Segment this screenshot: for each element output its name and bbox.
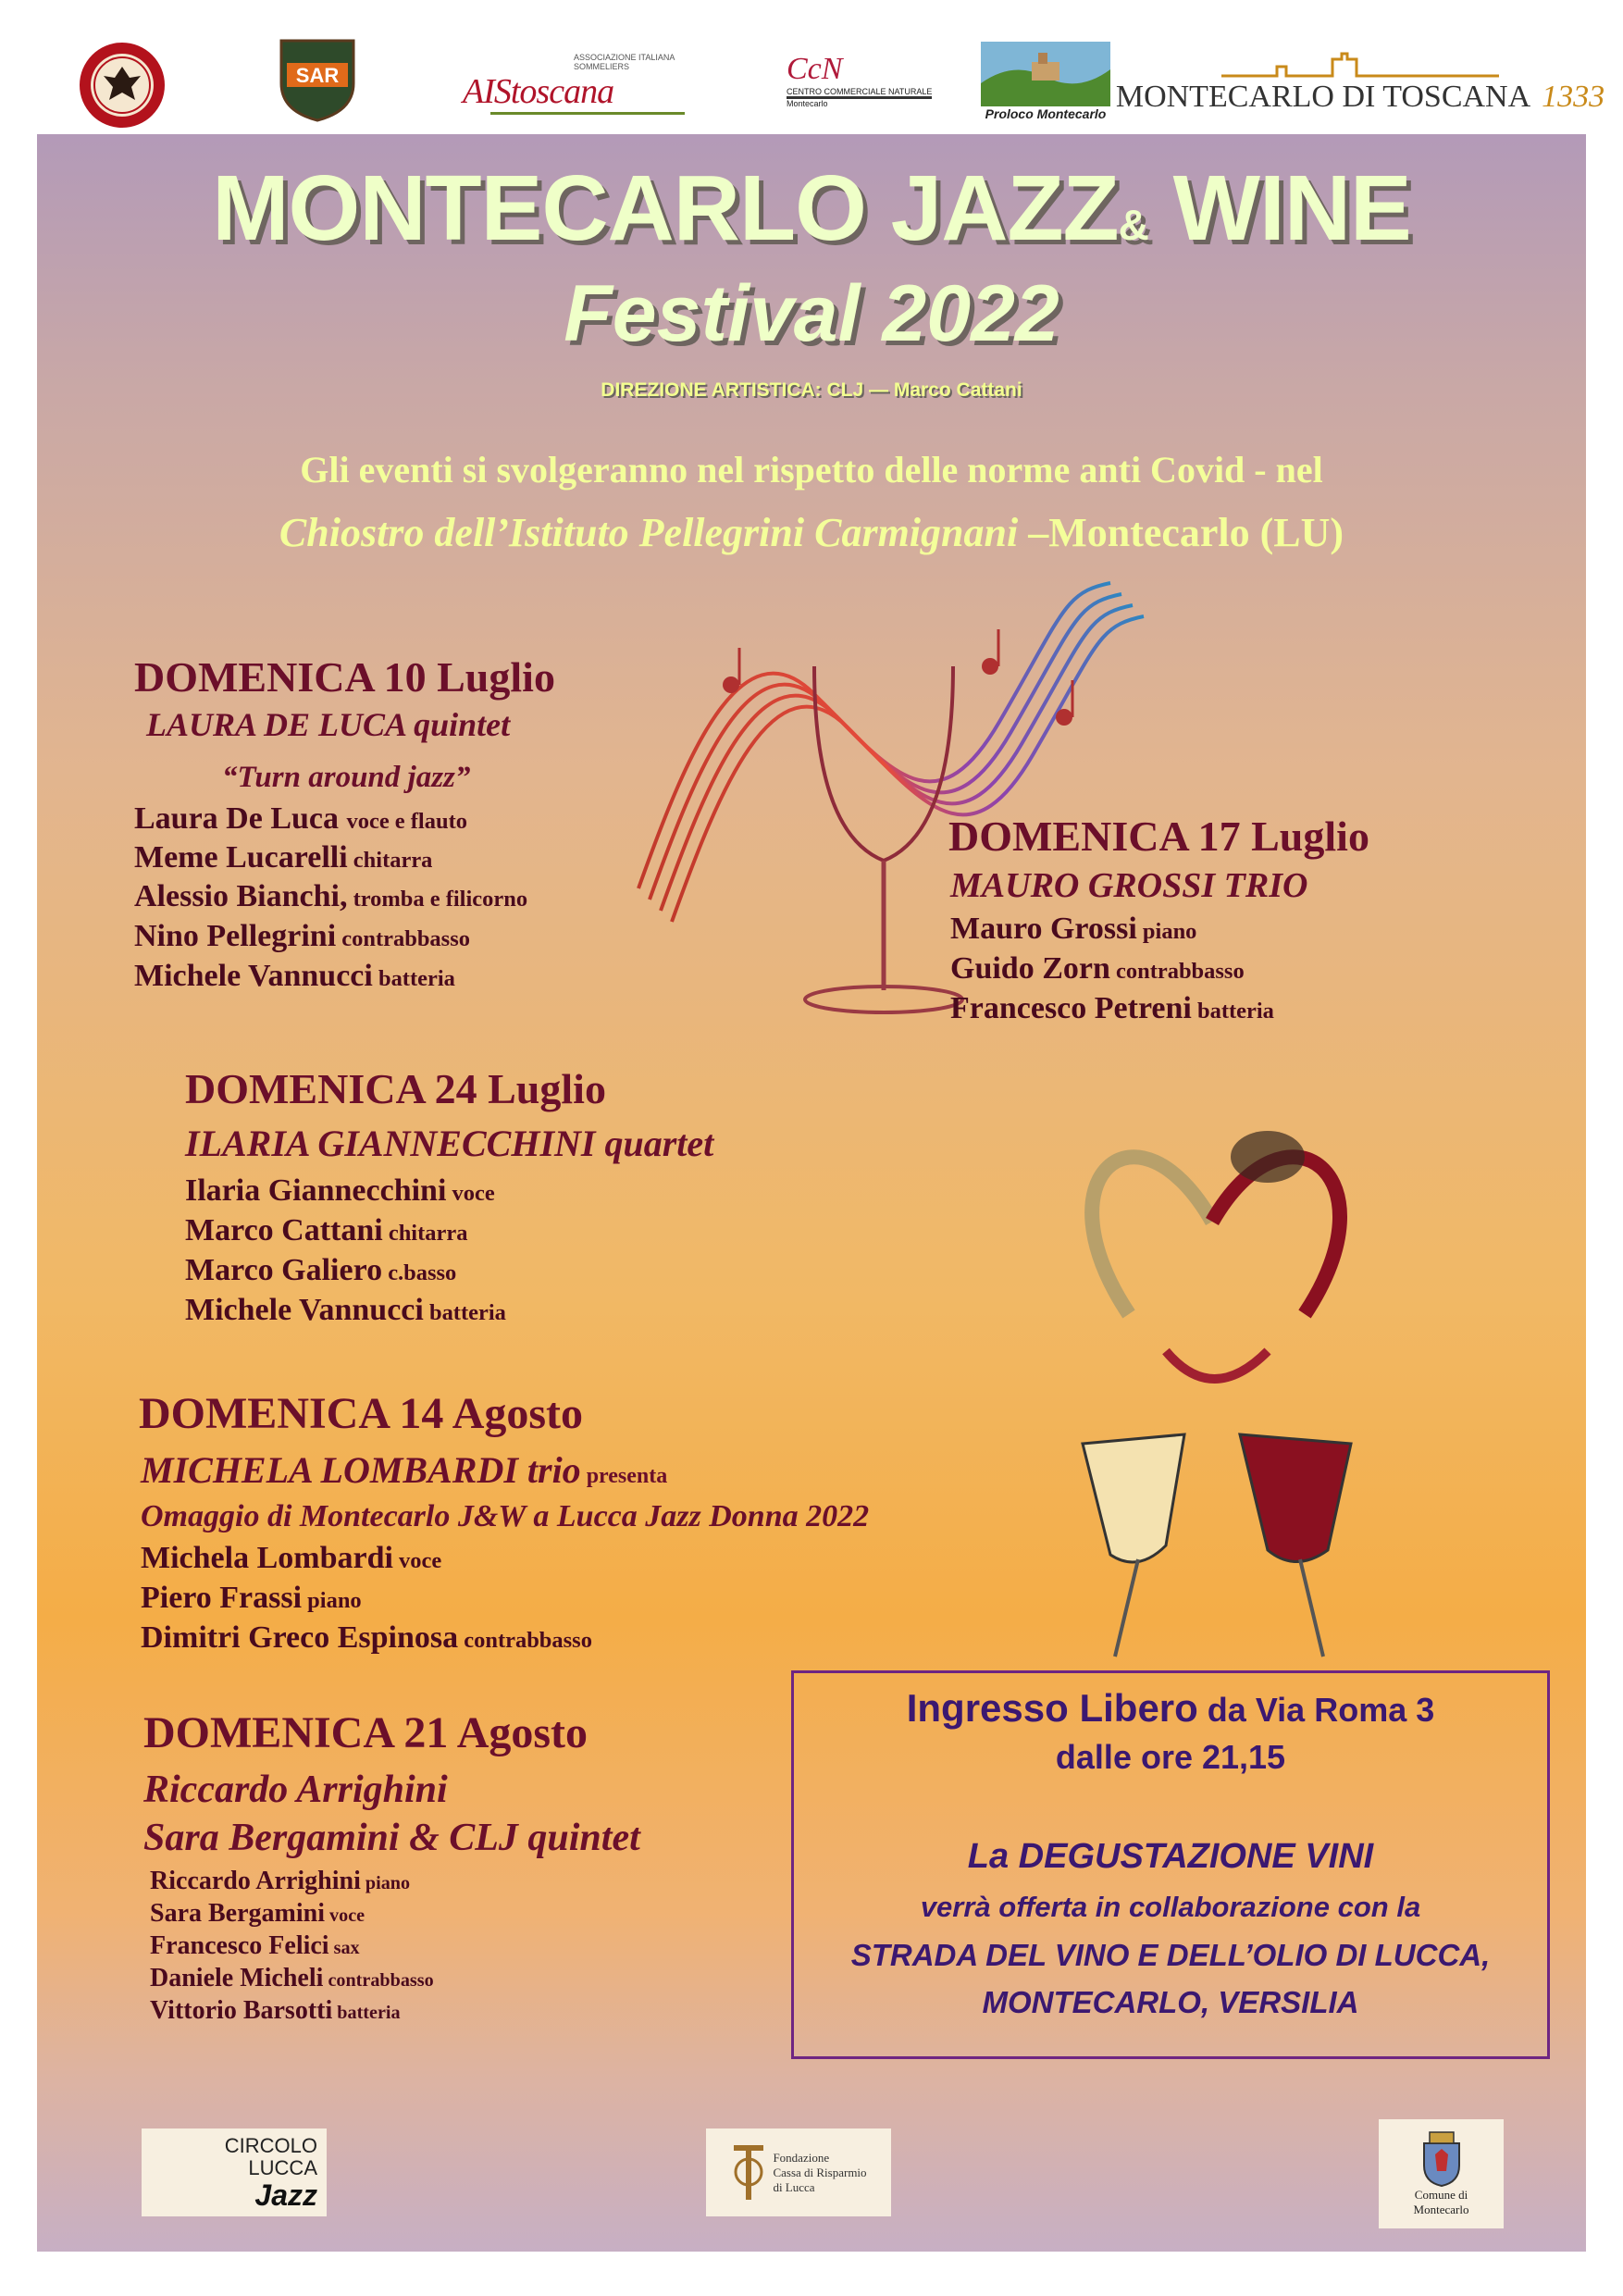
member-row xyxy=(150,1931,360,1961)
circolo-text-1: CIRCOLO xyxy=(224,2133,317,2157)
member-name: Michele Vannucci xyxy=(185,1293,424,1327)
venue-line xyxy=(0,509,1623,556)
coat-of-arms-icon xyxy=(1419,2130,1465,2188)
member-name: Piero Frassi xyxy=(141,1581,303,1615)
festival-subtitle: Festival 2022 xyxy=(564,269,1059,358)
member-role: chitarra xyxy=(347,848,433,873)
event-band-4 xyxy=(141,1448,667,1492)
proloco-logo-text: Proloco Montecarlo xyxy=(985,106,1107,121)
member-name: Riccardo Arrighini xyxy=(150,1867,361,1895)
consorzio-vino-seal-logo xyxy=(76,39,168,131)
member-name: Dimitri Greco Espinosa xyxy=(141,1620,459,1655)
member-name: Marco Cattani xyxy=(185,1213,383,1247)
member-name: Meme Lucarelli xyxy=(134,840,348,875)
ccn-sub-text: CENTRO COMMERCIALE NATURALE xyxy=(787,87,932,99)
fondazione-text-2: Cassa di Risparmio xyxy=(773,2165,867,2179)
member-row xyxy=(134,919,470,954)
wine-road-line2: MONTECARLO, VERSILIA xyxy=(982,1985,1359,2019)
event-band-5-line2: Sara Bergamini & CLJ quintet xyxy=(143,1817,640,1859)
venue-name: Chiostro dell’Istituto Pellegrini Carmignani xyxy=(279,510,1019,555)
fondazione-cassa-risparmio-logo xyxy=(706,2128,891,2216)
entry-line xyxy=(791,1686,1550,1731)
circolo-lucca-jazz-logo xyxy=(142,2128,327,2216)
member-row xyxy=(185,1213,467,1248)
montecarlo-di-toscana-logo xyxy=(1115,32,1605,130)
festival-title xyxy=(0,155,1623,262)
circolo-text-3: Jazz xyxy=(254,2178,317,2212)
montecarlo-logo-text: MONTECARLO DI TOSCANA xyxy=(1115,79,1531,114)
member-row xyxy=(134,840,432,875)
member-row xyxy=(134,801,467,837)
ais-logo-text: AIStoscana xyxy=(463,71,614,111)
member-role: tromba e filicorno xyxy=(347,887,528,912)
member-role: chitarra xyxy=(382,1221,468,1246)
member-role: contrabbasso xyxy=(458,1628,592,1653)
member-row xyxy=(150,1867,410,1896)
member-role: c.basso xyxy=(382,1260,457,1285)
tasting-title: La DEGUSTAZIONE VINI xyxy=(967,1837,1374,1876)
member-role: voce xyxy=(392,1548,442,1573)
comune-montecarlo-logo xyxy=(1379,2119,1504,2228)
white-wine-glass-icon xyxy=(1083,1434,1184,1562)
member-name: Francesco Petreni xyxy=(950,991,1192,1025)
member-role: piano xyxy=(1136,919,1197,944)
sar-shield-logo xyxy=(278,37,357,122)
member-role: contrabbasso xyxy=(1109,959,1245,984)
ccn-place-text: Montecarlo xyxy=(787,98,828,108)
wine-glasses-heart-illustration xyxy=(1027,1074,1416,1666)
member-role: batteria xyxy=(372,966,455,991)
member-role: piano xyxy=(360,1873,411,1893)
member-name: Vittorio Barsotti xyxy=(150,1996,333,2025)
member-name: Nino Pellegrini xyxy=(134,919,337,953)
member-name: Daniele Micheli xyxy=(150,1964,324,1992)
event-band-4-suffix: presenta xyxy=(580,1464,668,1488)
town-skyline-icon xyxy=(1221,48,1499,80)
member-row xyxy=(134,959,455,994)
ais-toscana-logo xyxy=(463,46,712,120)
sar-logo-text: SAR xyxy=(295,64,340,87)
member-name: Francesco Felici xyxy=(150,1931,329,1960)
member-row xyxy=(950,951,1245,987)
title-jazz: MONTECARLO JAZZ xyxy=(212,156,1119,260)
event-date-1: DOMENICA 10 Luglio xyxy=(134,653,555,701)
member-row xyxy=(950,912,1196,947)
member-role: batteria xyxy=(1191,999,1274,1024)
covid-notice: Gli eventi si svolgeranno nel rispetto delle norme anti Covid - nel xyxy=(300,449,1323,490)
member-role: voce e flauto xyxy=(346,809,467,834)
event-subtitle-4: Omaggio di Montecarlo J&W a Lucca Jazz Donna 2022 xyxy=(141,1499,870,1533)
member-role: sax xyxy=(328,1938,360,1958)
member-row xyxy=(950,991,1274,1026)
member-row xyxy=(150,1899,365,1929)
tau-cross-icon xyxy=(730,2141,767,2205)
member-row xyxy=(141,1541,441,1576)
member-role: piano xyxy=(302,1588,362,1613)
circolo-text-2: LUCCA xyxy=(248,2155,317,2179)
title-ampersand: & xyxy=(1118,201,1148,249)
fondazione-text-3: di Lucca xyxy=(773,2179,815,2194)
member-row xyxy=(141,1581,362,1616)
comune-text-1: Comune di xyxy=(1414,2188,1468,2202)
event-band-4-name: MICHELA LOMBARDI trio xyxy=(141,1449,581,1491)
sponsor-bar xyxy=(37,28,1605,134)
member-role: contrabbasso xyxy=(336,926,470,951)
member-role: batteria xyxy=(423,1300,506,1325)
event-band-2: MAURO GROSSI TRIO xyxy=(950,866,1308,905)
member-row xyxy=(185,1173,495,1209)
member-row xyxy=(185,1253,456,1288)
red-wine-glass-icon xyxy=(1240,1434,1351,1562)
member-role: batteria xyxy=(332,2003,401,2023)
event-band-5: Riccardo Arrighini xyxy=(143,1769,448,1811)
comune-text-2: Montecarlo xyxy=(1413,2203,1469,2216)
event-band-1: LAURA DE LUCA quintet xyxy=(146,706,511,743)
montecarlo-logo-year: 1333 xyxy=(1542,79,1605,114)
wine-road-line1: STRADA DEL VINO E DELL’OLIO DI LUCCA, xyxy=(850,1938,1491,1972)
music-note-icon xyxy=(723,676,739,693)
event-band-3: ILARIA GIANNECCHINI quartet xyxy=(185,1123,714,1164)
title-wine: WINE xyxy=(1147,156,1411,260)
member-row xyxy=(150,1964,434,1993)
event-date-3: DOMENICA 24 Luglio xyxy=(185,1065,606,1112)
event-subtitle-1: “Turn around jazz” xyxy=(222,761,471,794)
event-date-2: DOMENICA 17 Luglio xyxy=(948,813,1369,860)
music-note-icon xyxy=(982,658,998,675)
member-row xyxy=(185,1293,506,1328)
member-name: Ilaria Giannecchini xyxy=(185,1173,447,1208)
tasting-offer: verrà offerta in collaborazione con la xyxy=(920,1891,1421,1923)
ccn-logo xyxy=(787,33,935,126)
member-role: contrabbasso xyxy=(323,1970,434,1991)
member-name: Marco Galiero xyxy=(185,1253,383,1287)
fondazione-text-1: Fondazione xyxy=(773,2150,830,2165)
ccn-logo-text: CcN xyxy=(787,51,843,86)
music-note-icon xyxy=(1056,709,1072,726)
member-name: Mauro Grossi xyxy=(950,912,1137,946)
event-date-4: DOMENICA 14 Agosto xyxy=(139,1389,584,1438)
member-name: Laura De Luca xyxy=(134,801,347,836)
proloco-montecarlo-logo xyxy=(976,35,1115,128)
entry-address: da Via Roma 3 xyxy=(1197,1691,1435,1729)
member-name: Guido Zorn xyxy=(950,951,1110,986)
event-date-5: DOMENICA 21 Agosto xyxy=(143,1708,588,1757)
member-role: voce xyxy=(446,1181,495,1206)
venue-town: –Montecarlo (LU) xyxy=(1018,510,1344,555)
member-name: Michele Vannucci xyxy=(134,959,373,993)
member-name: Sara Bergamini xyxy=(150,1899,325,1928)
landscape-icon xyxy=(981,42,1110,106)
member-row xyxy=(141,1620,592,1656)
member-name: Michela Lombardi xyxy=(141,1541,393,1575)
member-row xyxy=(150,1996,401,2026)
ais-small-text: ASSOCIAZIONE ITALIANA SOMMELIERS xyxy=(574,52,675,71)
entry-time: dalle ore 21,15 xyxy=(1055,1738,1286,1776)
member-name: Alessio Bianchi, xyxy=(134,879,348,913)
member-role: voce xyxy=(325,1905,365,1926)
entry-free: Ingresso Libero xyxy=(906,1686,1198,1730)
member-row xyxy=(134,879,527,914)
artistic-direction: DIREZIONE ARTISTICA: CLJ — Marco Cattani xyxy=(601,379,1022,401)
